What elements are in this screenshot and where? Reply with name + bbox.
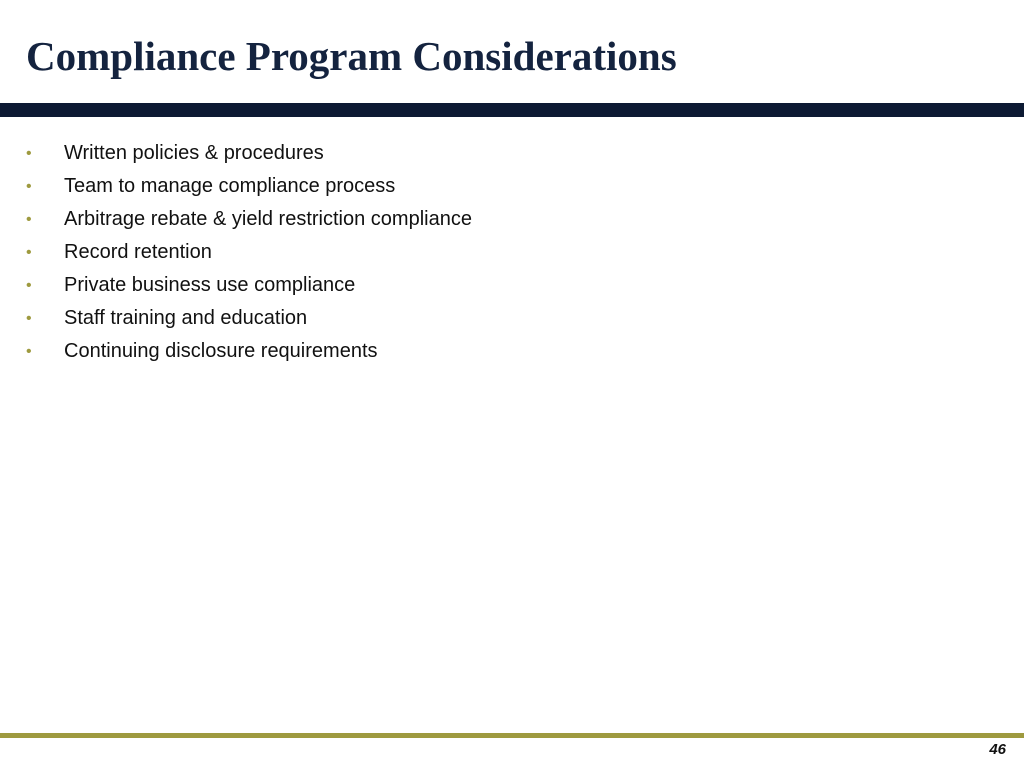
bullet-item xyxy=(26,203,472,236)
bullet-item xyxy=(26,170,472,203)
bullet-marker-icon: • xyxy=(26,178,32,195)
bullet-marker-icon: • xyxy=(26,145,32,162)
bullet-text: Staff training and education xyxy=(64,307,308,329)
bullet-marker-icon: • xyxy=(26,277,32,294)
bullet-marker-icon: • xyxy=(26,310,32,327)
bullet-item xyxy=(26,137,472,170)
bullet-marker-icon: • xyxy=(26,211,32,228)
bullet-text: Record retention xyxy=(64,241,212,263)
bullet-list xyxy=(26,137,472,368)
bullet-item xyxy=(26,269,472,302)
footer-divider xyxy=(0,733,1024,738)
page-number: 46 xyxy=(989,741,1006,758)
bullet-text: Team to manage compliance process xyxy=(64,175,396,197)
slide-title: Compliance Program Considerations xyxy=(26,33,677,79)
bullet-text: Written policies & procedures xyxy=(64,142,324,164)
title-divider xyxy=(0,103,1024,117)
bullet-marker-icon: • xyxy=(26,244,32,261)
bullet-item xyxy=(26,302,472,335)
bullet-item xyxy=(26,335,472,368)
bullet-marker-icon: • xyxy=(26,343,32,360)
bullet-text: Private business use compliance xyxy=(64,274,356,296)
bullet-text: Continuing disclosure requirements xyxy=(64,340,378,362)
bullet-item xyxy=(26,236,472,269)
bullet-text: Arbitrage rebate & yield restriction compliance xyxy=(64,208,472,230)
